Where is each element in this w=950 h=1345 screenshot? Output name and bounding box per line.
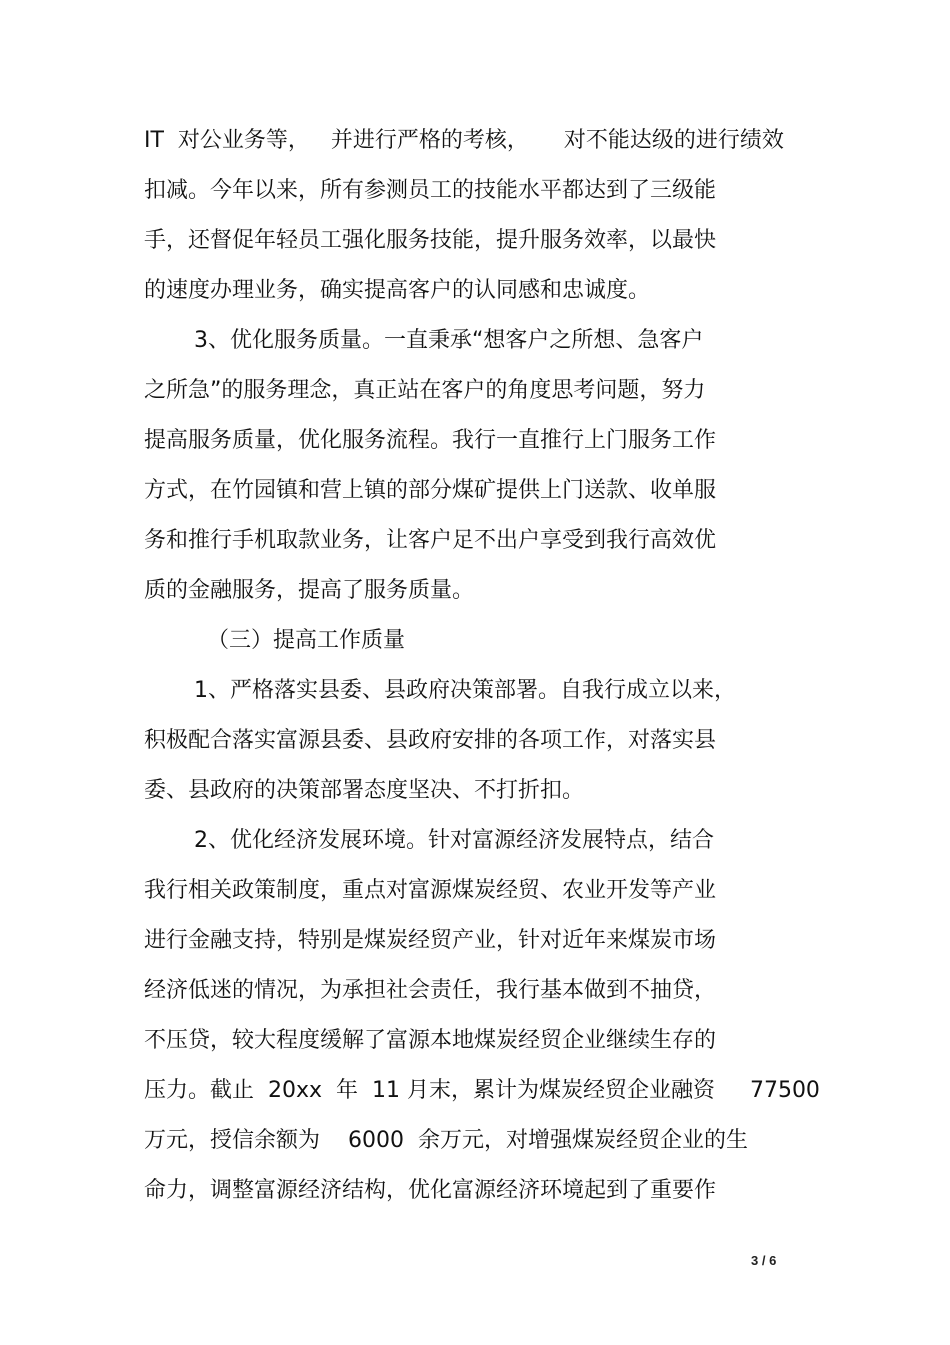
paragraph-line: 3、优化服务质量。一直秉承“想客户之所想、急客户 (194, 328, 704, 353)
paragraph-line: 我行相关政策制度，重点对富源煤炭经贸、农业开发等产业 (144, 878, 717, 903)
page-number: 3 / 6 (751, 1253, 777, 1268)
paragraph-line: 务和推行手机取款业务，让客户足不出户享受到我行高效优 (144, 528, 717, 553)
paragraph-line: 之所急”的服务理念，真正站在客户的角度思考问题，努力 (144, 378, 706, 403)
paragraph-line: 委、县政府的决策部署态度坚决、不打折扣。 (144, 778, 585, 803)
paragraph-line: 扣减。今年以来，所有参测员工的技能水平都达到了三级能 (144, 178, 717, 203)
paragraph-line: 命力，调整富源经济结构，优化富源经济环境起到了重要作 (144, 1178, 717, 1203)
paragraph-line: 方式，在竹园镇和营上镇的部分煤矿提供上门送款、收单服 (144, 478, 717, 503)
paragraph-line: 万元，授信余额为 6000 余万元，对增强煤炭经贸企业的生 (144, 1128, 748, 1153)
paragraph-line: 进行金融支持，特别是煤炭经贸产业，针对近年来煤炭市场 (144, 928, 717, 953)
paragraph-line: 1、严格落实县委、县政府决策部署。自我行成立以来， (194, 678, 736, 703)
section-heading: （三）提高工作质量 (207, 628, 406, 653)
paragraph-line: 积极配合落实富源县委、县政府安排的各项工作，对落实县 (144, 728, 717, 753)
paragraph-line: IT 对公业务等， 并进行严格的考核， 对不能达级的进行绩效 (144, 128, 784, 153)
paragraph-line: 不压贷，较大程度缓解了富源本地煤炭经贸企业继续生存的 (144, 1028, 717, 1053)
paragraph-line: 2、优化经济发展环境。针对富源经济发展特点，结合 (194, 828, 714, 853)
paragraph-line: 压力。截止 20xx 年 11 月末，累计为煤炭经贸企业融资 77500 (144, 1078, 820, 1103)
paragraph-line: 提高服务质量，优化服务流程。我行一直推行上门服务工作 (144, 428, 717, 453)
paragraph-line: 的速度办理业务，确实提高客户的认同感和忠诚度。 (144, 278, 651, 303)
paragraph-line: 质的金融服务，提高了服务质量。 (144, 578, 475, 603)
paragraph-line: 经济低迷的情况，为承担社会责任，我行基本做到不抽贷， (144, 978, 717, 1003)
paragraph-line: 手，还督促年轻员工强化服务技能，提升服务效率，以最快 (144, 228, 717, 253)
